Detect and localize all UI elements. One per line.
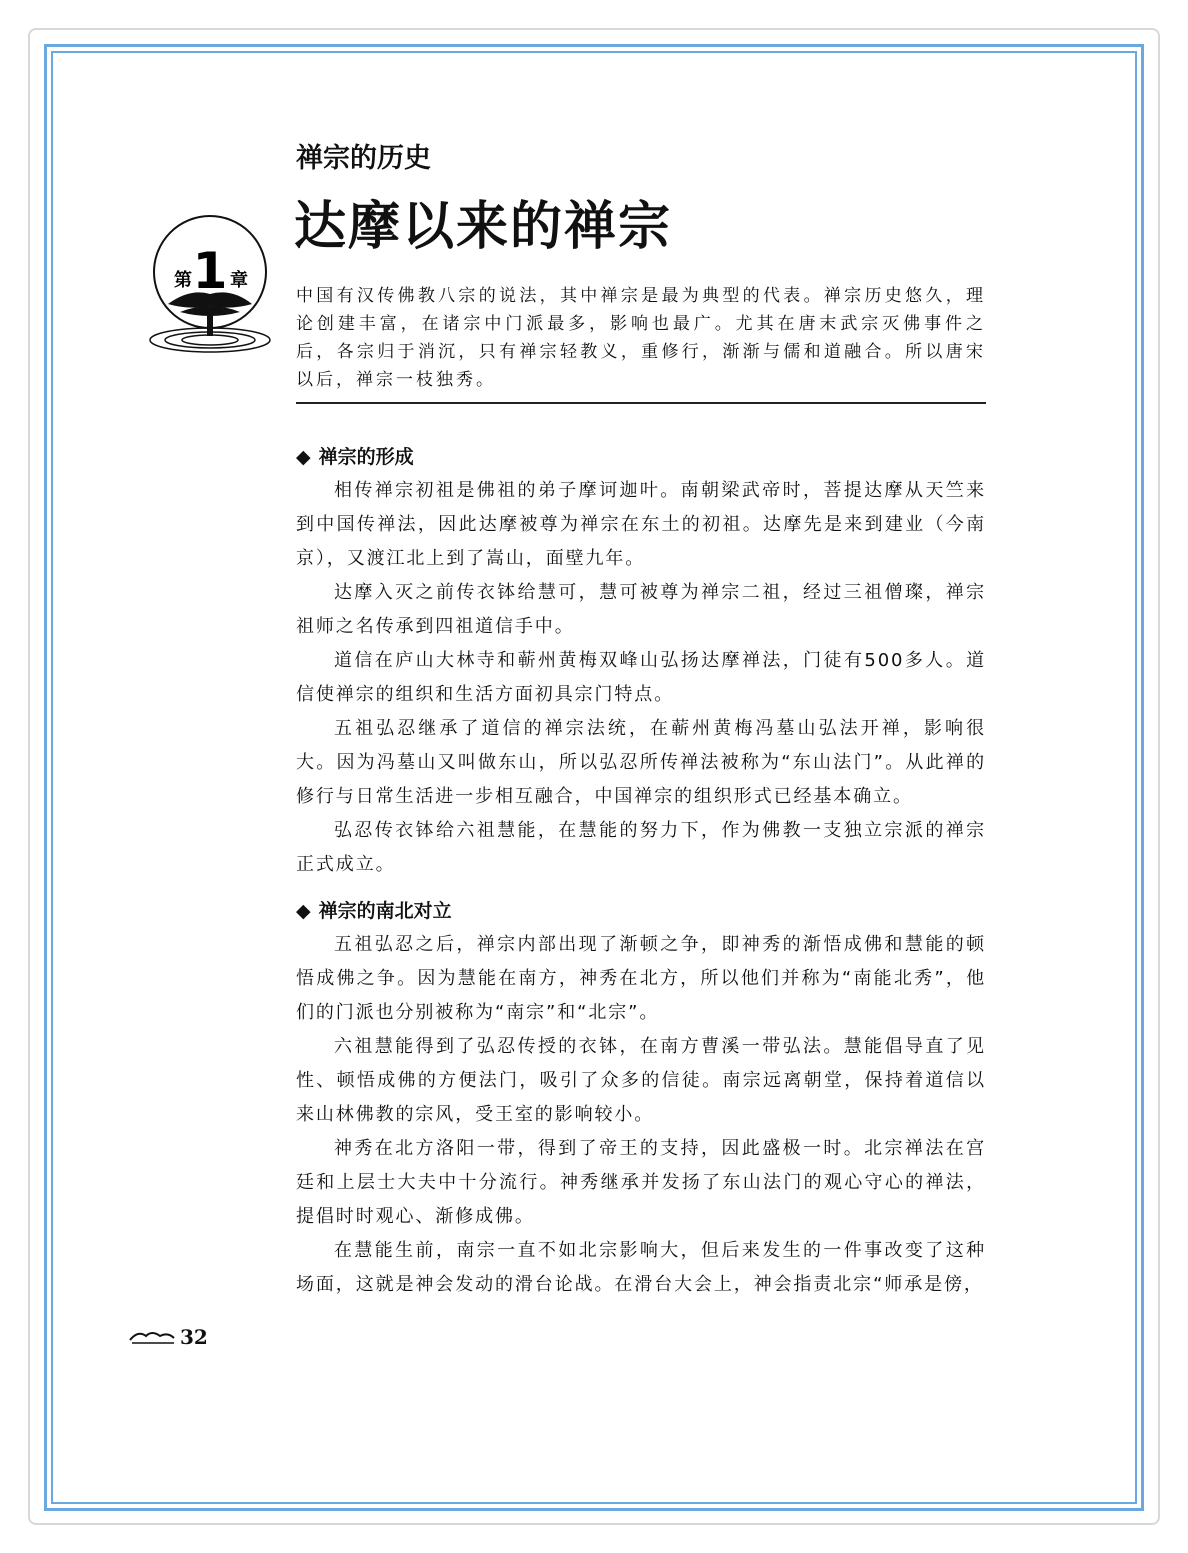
tree-circle-icon	[140, 212, 280, 362]
paragraph: 五祖弘忍之后，禅宗内部出现了渐顿之争，即神秀的渐悟成佛和慧能的顿悟成佛之争。因为慧能在南方，神秀在北方，所以他们并称为“南能北秀”，他们的门派也分别被称为“南宗”和“北宗”。	[296, 934, 986, 1023]
paragraph: 相传禅宗初祖是佛祖的弟子摩诃迦叶。南朝梁武帝时，菩提达摩从天竺来到中国传禅法，因此达摩被尊为禅宗在东土的初祖。达摩先是来到建业（今南京），又渡江北上到了嵩山，面壁九年。	[296, 480, 986, 569]
paragraph: 在慧能生前，南宗一直不如北宗影响大，但后来发生的一件事改变了这种场面，这就是神会发动的滑台论战。在滑台大会上，神会指责北宗“师承是傍，	[296, 1240, 986, 1295]
section-heading: ◆ 禅宗的形成	[296, 446, 414, 468]
chapter-title: 达摩以来的禅宗	[294, 196, 673, 257]
paragraph: 六祖慧能得到了弘忍传授的衣钵，在南方曹溪一带弘法。慧能倡导直了见性、顿悟成佛的方便法门，吸引了众多的信徒。南宗远离朝堂，保持着道信以来山林佛教的宗风，受王室的影响较小。	[296, 1036, 986, 1125]
chapter-body	[296, 440, 986, 1302]
section-heading: ◆ 禅宗的南北对立	[296, 900, 452, 922]
chapter-suffix: 章	[230, 270, 248, 291]
cloud-ornament-icon	[128, 1328, 176, 1346]
paragraph: 弘忍传衣钵给六祖慧能，在慧能的努力下，作为佛教一支独立宗派的禅宗正式成立。	[296, 820, 986, 875]
paragraph: 神秀在北方洛阳一带，得到了帝王的支持，因此盛极一时。北宗禅法在宫廷和上层士大夫中十分流行。神秀继承并发扬了东山法门的观心守心的禅法，提倡时时观心、渐修成佛。	[296, 1138, 986, 1227]
paragraph: 道信在庐山大林寺和蕲州黄梅双峰山弘扬达摩禅法，门徒有500多人。道信使禅宗的组织和生活方面初具宗门特点。	[296, 650, 986, 705]
paragraph: 五祖弘忍继承了道信的禅宗法统，在蕲州黄梅冯墓山弘法开禅，影响很大。因为冯墓山又叫做东山，所以弘忍所传禅法被称为“东山法门”。从此禅的修行与日常生活进一步相互融合，中国禅宗的组织形式已经基本确立。	[296, 718, 986, 807]
diamond-icon: ◆	[296, 900, 311, 922]
chapter-subtitle: 禅宗的历史	[296, 143, 431, 174]
page-number: 32	[128, 1325, 208, 1349]
chapter-prefix: 第	[174, 270, 192, 291]
chapter-intro: 中国有汉传佛教八宗的说法，其中禅宗是最为典型的代表。禅宗历史悠久，理论创建丰富，在诸宗中门派最多，影响也最广。尤其在唐末武宗灭佛事件之后，各宗归于消沉，只有禅宗轻教义，重修行，渐渐与儒和道融合。所以唐宋以后，禅宗一枝独秀。	[296, 286, 986, 390]
chapter-number: 1	[192, 242, 228, 300]
paragraph: 达摩入灭之前传衣钵给慧可，慧可被尊为禅宗二祖，经过三祖僧璨，禅宗祖师之名传承到四祖道信手中。	[296, 582, 986, 637]
divider	[296, 402, 986, 404]
diamond-icon: ◆	[296, 446, 311, 468]
chapter-badge	[140, 212, 280, 362]
